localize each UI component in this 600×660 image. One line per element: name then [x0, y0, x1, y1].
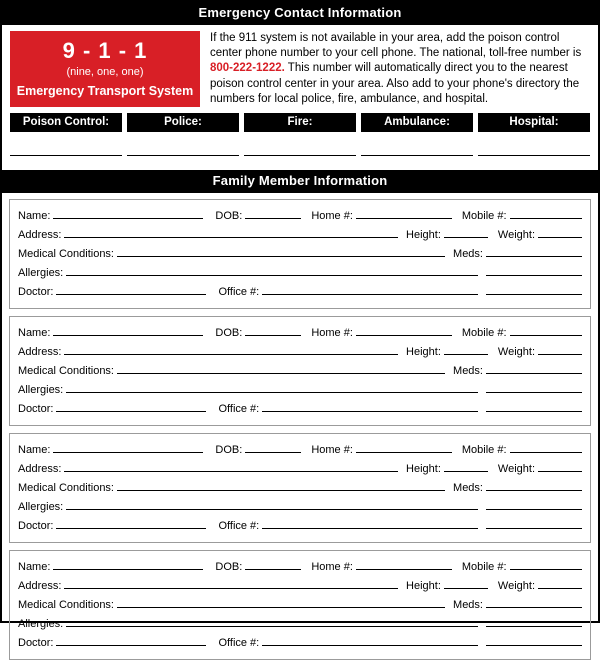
member-1-row-allergies — [18, 263, 582, 282]
member-1-row-doctor — [18, 282, 582, 301]
family-member-card-3 — [9, 433, 591, 543]
label-name: Name: — [18, 561, 51, 574]
field-height-2[interactable] — [444, 342, 488, 355]
field-allergies-cont-4[interactable] — [486, 614, 582, 627]
emergency-contact-write-in-lines — [2, 154, 598, 156]
member-3-row-medical — [18, 478, 582, 497]
field-dob-1[interactable] — [245, 206, 301, 219]
field-meds-3[interactable] — [486, 478, 582, 491]
label-home: Home #: — [311, 561, 353, 574]
label-office: Office #: — [218, 286, 260, 299]
label-address: Address: — [18, 346, 62, 359]
emergency-info-row — [2, 25, 598, 111]
field-medical-1[interactable] — [117, 244, 445, 257]
family-member-card-2 — [9, 316, 591, 426]
label-weight: Weight: — [497, 229, 535, 242]
field-doctor-1[interactable] — [56, 282, 206, 295]
field-height-4[interactable] — [444, 576, 488, 589]
contact-line-fire[interactable] — [244, 154, 356, 156]
badge-number: 9 - 1 - 1 — [62, 38, 148, 63]
field-medical-4[interactable] — [117, 595, 445, 608]
emergency-911-badge — [10, 31, 200, 107]
field-allergies-1[interactable] — [66, 263, 478, 276]
member-4-row-address — [18, 576, 582, 595]
field-address-1[interactable] — [64, 225, 398, 238]
field-address-4[interactable] — [64, 576, 398, 589]
label-allergies: Allergies: — [18, 267, 64, 280]
field-medical-2[interactable] — [117, 361, 445, 374]
poison-control-phone-number: 800-222-1222. — [210, 62, 285, 75]
field-home-1[interactable] — [356, 206, 452, 219]
family-member-card-1 — [9, 199, 591, 309]
label-meds: Meds: — [453, 599, 483, 612]
label-medical: Medical Conditions: — [18, 482, 114, 495]
instructions-part-2: This number will automatically direct you to the nearest poison control center in your area. Also add to your phone's directory the numbers for local police, fire, ambulance, and hospital. — [210, 62, 580, 105]
contact-label-police: Police: — [127, 113, 239, 132]
field-medical-3[interactable] — [117, 478, 445, 491]
contact-line-hospital[interactable] — [478, 154, 590, 156]
field-weight-3[interactable] — [538, 459, 582, 472]
field-weight-2[interactable] — [538, 342, 582, 355]
section-header-family: Family Member Information — [2, 170, 598, 193]
field-name-4[interactable] — [53, 557, 203, 570]
field-home-2[interactable] — [356, 323, 452, 336]
contact-label-hospital: Hospital: — [478, 113, 590, 132]
field-weight-4[interactable] — [538, 576, 582, 589]
field-meds-2[interactable] — [486, 361, 582, 374]
field-allergies-4[interactable] — [66, 614, 478, 627]
member-2-row-doctor — [18, 399, 582, 418]
contact-line-police[interactable] — [127, 154, 239, 156]
label-dob: DOB: — [215, 444, 243, 457]
spacer-after-contacts — [2, 156, 598, 170]
field-office-cont-4[interactable] — [486, 633, 582, 646]
field-mobile-1[interactable] — [510, 206, 582, 219]
field-allergies-cont-1[interactable] — [486, 263, 582, 276]
field-office-1[interactable] — [262, 282, 478, 295]
member-3-row-doctor — [18, 516, 582, 535]
field-dob-3[interactable] — [245, 440, 301, 453]
badge-system-label: Emergency Transport System — [16, 84, 194, 98]
member-4-row-allergies — [18, 614, 582, 633]
emergency-instructions-text — [200, 31, 590, 107]
label-address: Address: — [18, 580, 62, 593]
field-name-3[interactable] — [53, 440, 203, 453]
member-4-row-name — [18, 557, 582, 576]
field-office-cont-1[interactable] — [486, 282, 582, 295]
contact-label-ambulance: Ambulance: — [361, 113, 473, 132]
field-meds-1[interactable] — [486, 244, 582, 257]
label-doctor: Doctor: — [18, 520, 54, 533]
field-allergies-2[interactable] — [66, 380, 478, 393]
member-2-row-allergies — [18, 380, 582, 399]
field-office-2[interactable] — [262, 399, 478, 412]
field-address-3[interactable] — [64, 459, 398, 472]
field-office-3[interactable] — [262, 516, 478, 529]
member-2-row-medical — [18, 361, 582, 380]
label-mobile: Mobile #: — [461, 210, 507, 223]
field-mobile-4[interactable] — [510, 557, 582, 570]
badge-spelled: (nine, one, one) — [66, 66, 144, 78]
member-4-row-doctor — [18, 633, 582, 652]
contact-line-poison-control[interactable] — [10, 154, 122, 156]
field-office-4[interactable] — [262, 633, 478, 646]
contact-line-ambulance[interactable] — [361, 154, 473, 156]
label-meds: Meds: — [453, 365, 483, 378]
field-height-3[interactable] — [444, 459, 488, 472]
label-weight: Weight: — [497, 346, 535, 359]
field-allergies-cont-2[interactable] — [486, 380, 582, 393]
label-weight: Weight: — [497, 580, 535, 593]
contact-label-poison-control: Poison Control: — [10, 113, 122, 132]
field-allergies-3[interactable] — [66, 497, 478, 510]
field-allergies-cont-3[interactable] — [486, 497, 582, 510]
member-4-row-medical — [18, 595, 582, 614]
field-name-2[interactable] — [53, 323, 203, 336]
label-mobile: Mobile #: — [461, 444, 507, 457]
label-doctor: Doctor: — [18, 637, 54, 650]
field-mobile-3[interactable] — [510, 440, 582, 453]
label-dob: DOB: — [215, 561, 243, 574]
section-header-emergency: Emergency Contact Information — [2, 2, 598, 25]
member-1-row-name — [18, 206, 582, 225]
field-office-cont-2[interactable] — [486, 399, 582, 412]
label-mobile: Mobile #: — [461, 327, 507, 340]
instructions-part-1: If the 911 system is not available in your area, add the poison control center phone number to your cell phone. The national, toll-free number is — [210, 32, 582, 60]
label-height: Height: — [406, 580, 441, 593]
label-medical: Medical Conditions: — [18, 365, 114, 378]
member-1-row-medical — [18, 244, 582, 263]
label-address: Address: — [18, 463, 62, 476]
member-1-row-address — [18, 225, 582, 244]
label-allergies: Allergies: — [18, 384, 64, 397]
label-dob: DOB: — [215, 210, 243, 223]
member-2-row-name — [18, 323, 582, 342]
label-medical: Medical Conditions: — [18, 248, 114, 261]
label-doctor: Doctor: — [18, 286, 54, 299]
emergency-contact-labels-row — [2, 111, 598, 132]
label-height: Height: — [406, 463, 441, 476]
family-member-cards — [2, 193, 598, 660]
field-doctor-2[interactable] — [56, 399, 206, 412]
contact-label-fire: Fire: — [244, 113, 356, 132]
field-dob-4[interactable] — [245, 557, 301, 570]
label-name: Name: — [18, 444, 51, 457]
label-name: Name: — [18, 210, 51, 223]
label-height: Height: — [406, 229, 441, 242]
label-allergies: Allergies: — [18, 501, 64, 514]
label-doctor: Doctor: — [18, 403, 54, 416]
family-member-card-4 — [9, 550, 591, 660]
field-address-2[interactable] — [64, 342, 398, 355]
label-mobile: Mobile #: — [461, 561, 507, 574]
field-meds-4[interactable] — [486, 595, 582, 608]
field-name-1[interactable] — [53, 206, 203, 219]
member-3-row-name — [18, 440, 582, 459]
member-3-row-address — [18, 459, 582, 478]
field-doctor-4[interactable] — [56, 633, 206, 646]
label-office: Office #: — [218, 520, 260, 533]
label-meds: Meds: — [453, 248, 483, 261]
field-doctor-3[interactable] — [56, 516, 206, 529]
field-height-1[interactable] — [444, 225, 488, 238]
label-weight: Weight: — [497, 463, 535, 476]
label-dob: DOB: — [215, 327, 243, 340]
label-home: Home #: — [311, 444, 353, 457]
field-office-cont-3[interactable] — [486, 516, 582, 529]
field-weight-1[interactable] — [538, 225, 582, 238]
field-dob-2[interactable] — [245, 323, 301, 336]
member-3-row-allergies — [18, 497, 582, 516]
label-height: Height: — [406, 346, 441, 359]
field-home-3[interactable] — [356, 440, 452, 453]
label-medical: Medical Conditions: — [18, 599, 114, 612]
label-office: Office #: — [218, 637, 260, 650]
label-allergies: Allergies: — [18, 618, 64, 631]
label-office: Office #: — [218, 403, 260, 416]
member-2-row-address — [18, 342, 582, 361]
label-address: Address: — [18, 229, 62, 242]
field-home-4[interactable] — [356, 557, 452, 570]
label-home: Home #: — [311, 210, 353, 223]
label-name: Name: — [18, 327, 51, 340]
label-home: Home #: — [311, 327, 353, 340]
field-mobile-2[interactable] — [510, 323, 582, 336]
label-meds: Meds: — [453, 482, 483, 495]
